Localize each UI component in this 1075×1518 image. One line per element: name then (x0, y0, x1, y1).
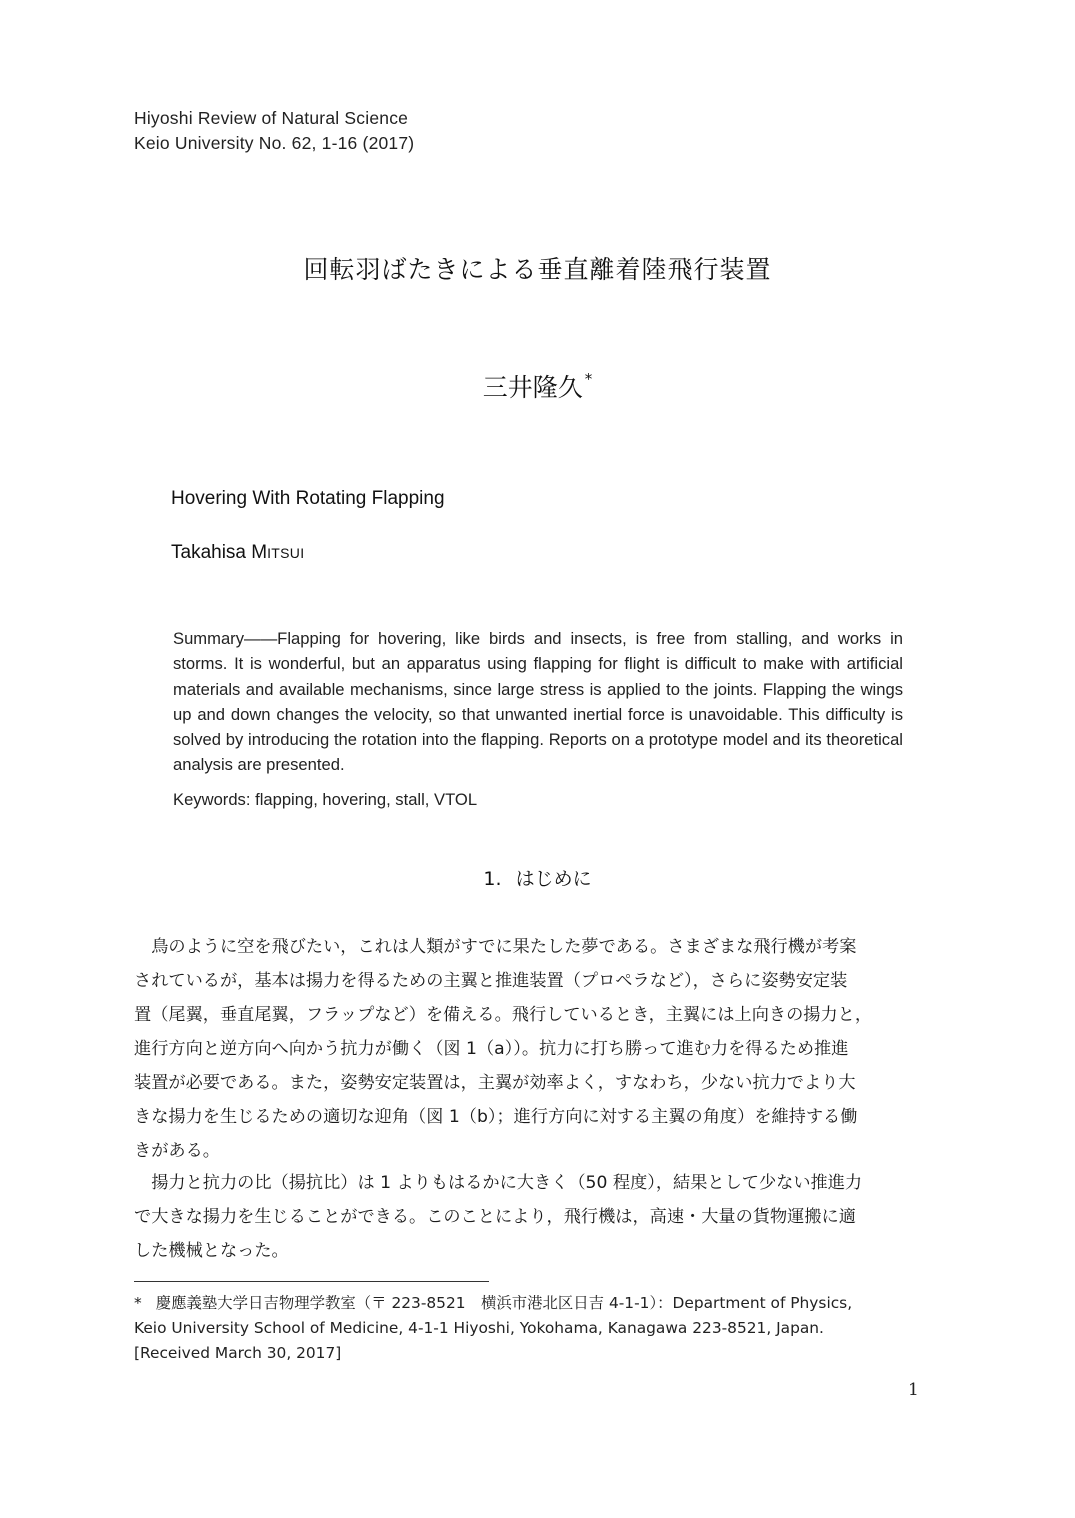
author-en-family-rest: ITSUI (267, 545, 305, 561)
text-line: で大きな揚力を生じることができる。このことにより，飛行機は，高速・大量の貨物運搬に適 (134, 1207, 856, 1227)
author-en-family-initial: M (251, 542, 268, 563)
section-title: はじめに (515, 868, 592, 890)
journal-header (134, 106, 414, 156)
text-line: されているが，基本は揚力を得るための主翼と推進装置（プロペラなど），さらに姿勢安定装 (134, 971, 848, 991)
text-line: 鳥のように空を飛びたい，これは人類がすでに果たした夢である。さまざまな飛行機が考案 (134, 937, 857, 957)
footnote-mark: * (134, 1294, 142, 1312)
footnote-affiliation: 慶應義塾大学日吉物理学教室（〒 223-8521 横浜市港北区日吉 4-1-1）：Department of Physics, (155, 1294, 853, 1312)
page-number: 1 (908, 1380, 919, 1400)
paper-title-en: Hovering With Rotating Flapping (171, 488, 445, 509)
footnote-divider (134, 1281, 489, 1282)
author-footnote-mark: * (584, 370, 593, 388)
section-heading (0, 864, 1075, 891)
author-ja (0, 368, 1075, 404)
body-paragraph-2 (134, 1166, 940, 1268)
author-en (171, 542, 304, 564)
footnote-line-1 (134, 1291, 940, 1316)
text-line: きがある。 (134, 1141, 220, 1161)
text-line: した機械となった。 (134, 1241, 289, 1261)
journal-issue: Keio University No. 62, 1-16 (2017) (134, 133, 415, 153)
author-en-given: Takahisa (171, 542, 246, 563)
abstract-summary: Summary——Flapping for hovering, like birds and insects, is free from stalling, and works in storms. It is wonderful, but an apparatus using flapping for flight is difficult to make with artificial materials and available mechanisms, since large stress is applied to the joints. Flapping the wings up and down changes the velocity, so that unwanted inertial force is unavoidable. This difficulty is solved by introducing the rotation into the flapping. Reports on a prototype model and its theoretical analysis are presented. (173, 629, 903, 775)
keywords: Keywords: flapping, hovering, stall, VTOL (173, 790, 478, 809)
text-line: 置（尾翼，垂直尾翼，フラップなど）を備える。飛行しているとき，主翼には上向きの揚力と， (134, 1005, 873, 1025)
text-line: きな揚力を生じるための適切な迎角（図 1（b）；進行方向に対する主翼の角度）を維持する働 (134, 1107, 858, 1127)
footnote (134, 1291, 940, 1366)
body-paragraph-1 (134, 930, 940, 1168)
text-line: 揚力と抗力の比（揚抗比）は 1 よりもはるかに大きく（50 程度），結果として少ない推進力 (134, 1173, 863, 1193)
journal-name: Hiyoshi Review of Natural Science (134, 108, 409, 128)
author-ja-name: 三井隆久 (482, 373, 583, 402)
footnote-received: [Received March 30, 2017] (134, 1344, 342, 1362)
text-line: 進行方向と逆方向へ向かう抗力が働く（図 1（a））。抗力に打ち勝って進む力を得るため推進 (134, 1039, 849, 1059)
section-number: 1. (483, 868, 502, 890)
text-line: 装置が必要である。また，姿勢安定装置は，主翼が効率よく，すなわち，少ない抗力でより大 (134, 1073, 856, 1093)
footnote-line-2: Keio University School of Medicine, 4-1-1 Hiyoshi, Yokohama, Kanagawa 223-8521, Japan. (134, 1319, 824, 1337)
paper-title-ja: 回転羽ばたきによる垂直離着陸飛行装置 (303, 255, 772, 284)
